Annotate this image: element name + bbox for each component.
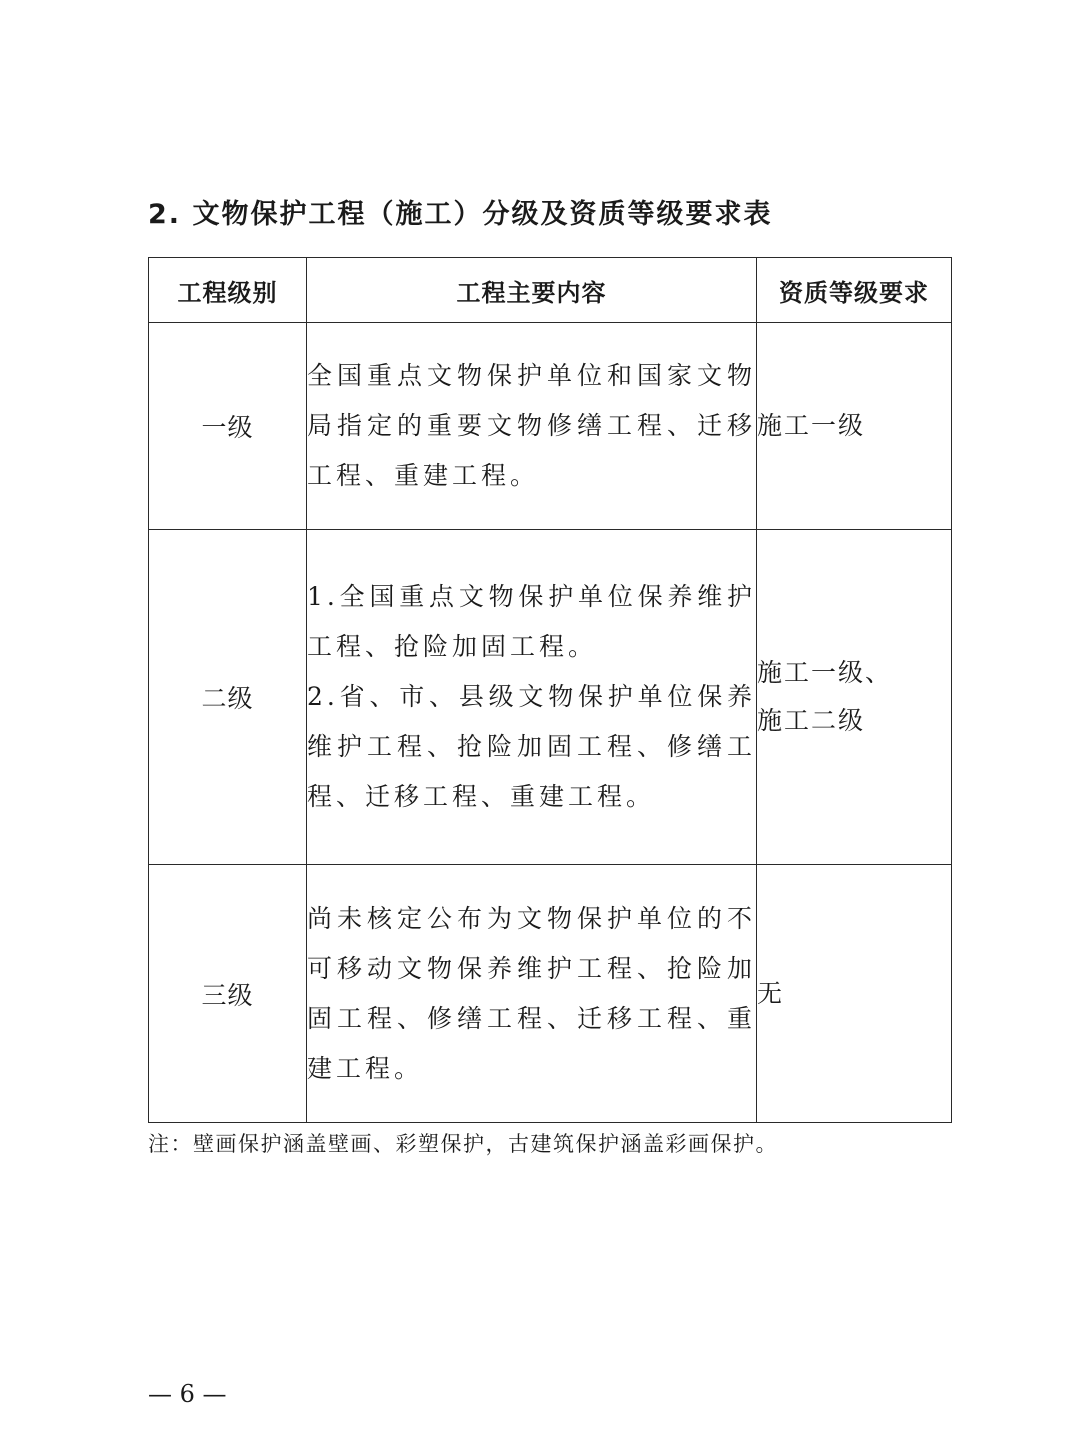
level-cell: 二级 xyxy=(149,530,307,865)
content-cell xyxy=(307,530,757,865)
qualification-line: 无 xyxy=(757,978,785,1008)
table-row xyxy=(149,865,952,1123)
qualification-line: 施工一级、 xyxy=(757,658,893,687)
content-cell xyxy=(307,865,757,1123)
header-level: 工程级别 xyxy=(149,258,307,323)
page-number: — 6 — xyxy=(148,1380,227,1408)
content-paragraph: 1.全国重点文物保护单位保养维护工程、抢险加固工程。 xyxy=(307,582,756,661)
table-title: 2. 文物保护工程（施工）分级及资质等级要求表 xyxy=(148,199,773,230)
content-cell xyxy=(307,323,757,530)
content-paragraph: 全国重点文物保护单位和国家文物局指定的重要文物修缮工程、迁移工程、重建工程。 xyxy=(307,361,756,490)
header-qualification: 资质等级要求 xyxy=(757,258,952,323)
level-cell: 一级 xyxy=(149,323,307,530)
table-header-row xyxy=(149,258,952,323)
qualification-cell xyxy=(757,865,952,1123)
header-content: 工程主要内容 xyxy=(307,258,757,323)
qualification-table xyxy=(148,257,952,1123)
qualification-line: 施工一级 xyxy=(757,411,866,440)
qualification-cell xyxy=(757,323,952,530)
content-paragraph: 2.省、市、县级文物保护单位保养维护工程、抢险加固工程、修缮工程、迁移工程、重建工程。 xyxy=(307,682,756,811)
footnote: 注：壁画保护涵盖壁画、彩塑保护，古建筑保护涵盖彩画保护。 xyxy=(148,1132,778,1156)
qualification-cell xyxy=(757,530,952,865)
content-paragraph: 尚未核定公布为文物保护单位的不可移动文物保养维护工程、抢险加固工程、修缮工程、迁移工程、重建工程。 xyxy=(307,903,756,1083)
level-cell: 三级 xyxy=(149,865,307,1123)
table-row xyxy=(149,323,952,530)
table-row xyxy=(149,530,952,865)
qualification-line: 施工二级 xyxy=(757,706,866,735)
